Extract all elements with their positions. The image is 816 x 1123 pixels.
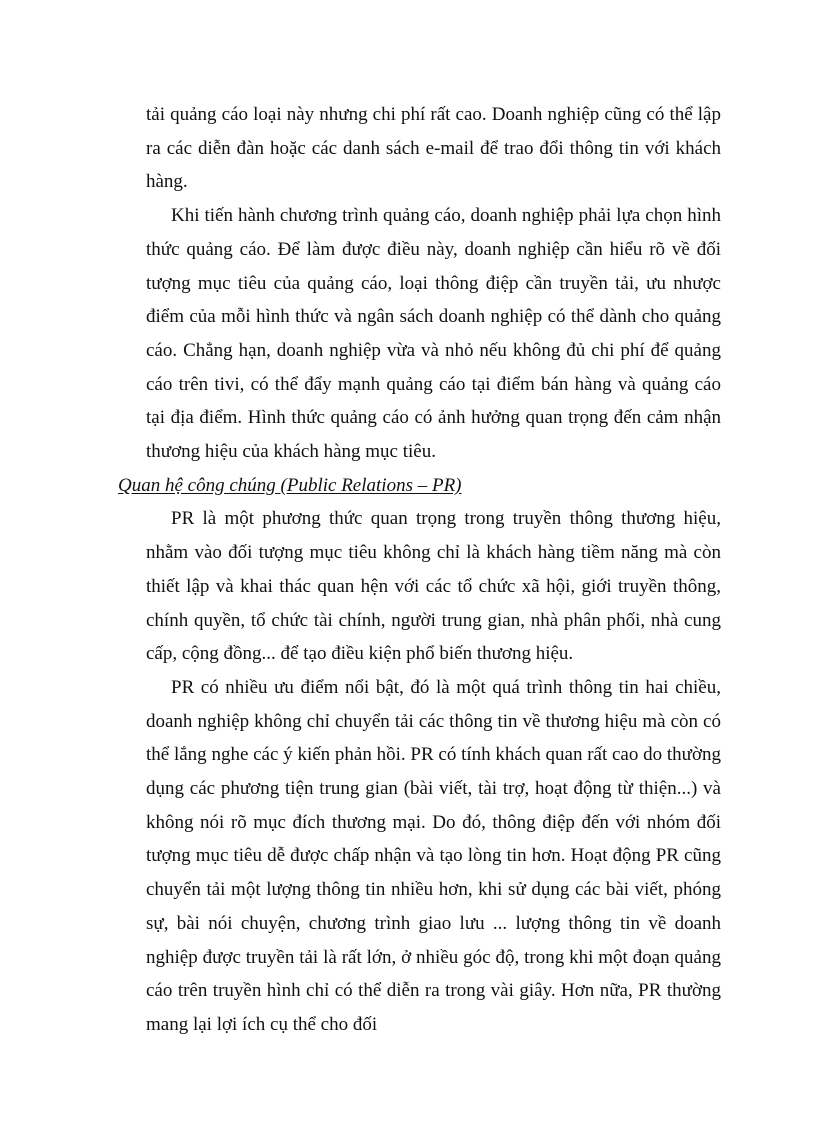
section-heading-public-relations: Quan hệ công chúng (Public Relations – PR) [118,474,462,496]
document-body [118,98,721,1042]
paragraph-advertising-forms: Khi tiến hành chương trình quảng cáo, doanh nghiệp phải lựa chọn hình thức quảng cáo. Để làm được điều này, doanh nghiệp cần hiểu rõ về đối tượng mục tiêu của quảng cáo, loại thông điệp cần truyền tải, ưu nhược điểm của mỗi hình thức và ngân sách doanh nghiệp có thể dành cho quảng cáo. Chẳng hạn, doanh nghiệp vừa và nhỏ nếu không đủ chi phí để quảng cáo trên tivi, có thể đẩy mạnh quảng cáo tại điểm bán hàng và quảng cáo tại địa điểm. Hình thức quảng cáo có ảnh hưởng quan trọng đến cảm nhận thương hiệu của khách hàng mục tiêu. [146,205,721,463]
paragraph-continuation: tải quảng cáo loại này nhưng chi phí rất cao. Doanh nghiệp cũng có thể lập ra các diễn đàn hoặc các danh sách e-mail để trao đổi thông tin với khách hàng. [146,104,721,193]
paragraph-pr-advantages: PR có nhiều ưu điểm nổi bật, đó là một quá trình thông tin hai chiều, doanh nghiệp không chỉ chuyển tải các thông tin về thương hiệu mà còn có thể lắng nghe các ý kiến phản hồi. PR có tính khách quan rất cao do thường dụng các phương tiện trung gian (bài viết, tài trợ, hoạt động từ thiện...) và không nói rõ mục đích thương mại. Do đó, thông điệp đến với nhóm đối tượng mục tiêu dễ được chấp nhận và tạo lòng tin hơn. Hoạt động PR cũng chuyển tải một lượng thông tin nhiều hơn, khi sử dụng các bài viết, phóng sự, bài nói chuyện, chương trình giao lưu ... lượng thông tin về doanh nghiệp được truyền tải là rất lớn, ở nhiều góc độ, trong khi một đoạn quảng cáo trên truyền hình chỉ có thể diễn ra trong vài giây. Hơn nữa, PR thường mang lại lợi ích cụ thể cho đối [146,676,721,1035]
paragraph-pr-definition: PR là một phương thức quan trọng trong truyền thông thương hiệu, nhằm vào đối tượng mục tiêu không chỉ là khách hàng tiềm năng mà còn thiết lập và khai thác quan hện với các tổ chức xã hội, giới truyền thông, chính quyền, tổ chức tài chính, người trung gian, nhà phân phối, nhà cung cấp, cộng đồng... để tạo điều kiện phổ biến thương hiệu. [146,508,721,665]
